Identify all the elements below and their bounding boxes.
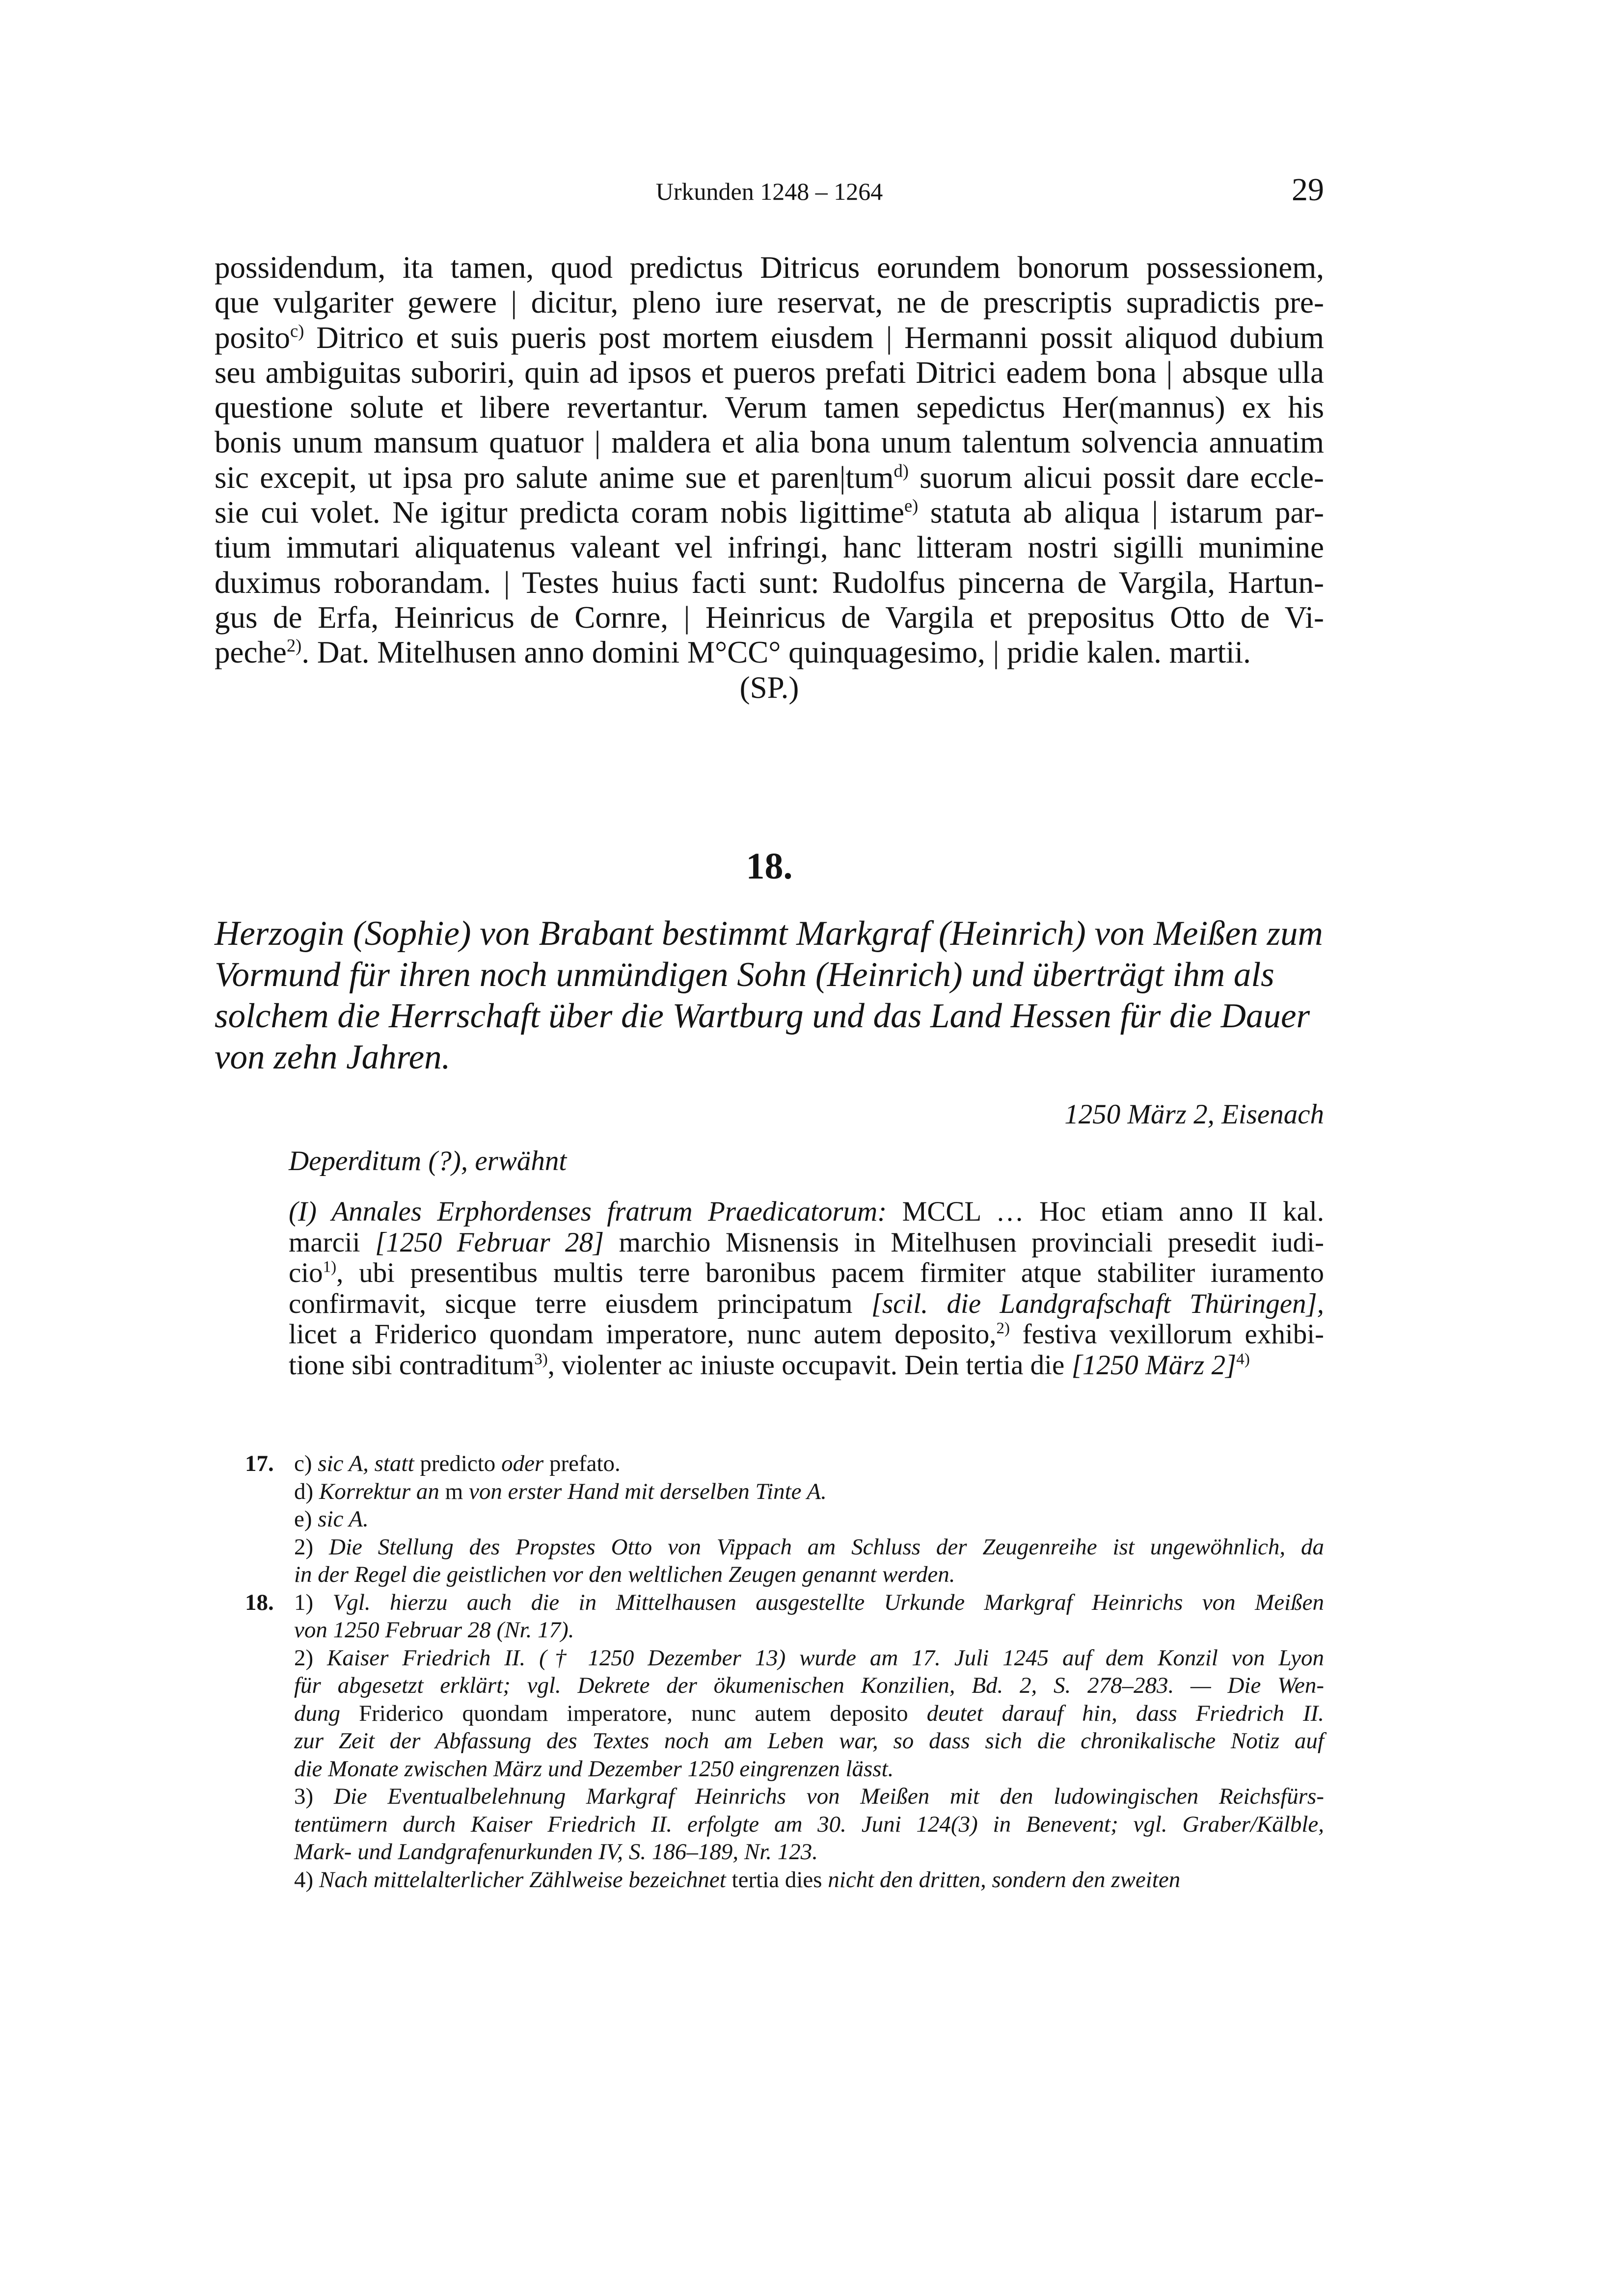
footnote-line [294, 1811, 1324, 1839]
footnote-line [294, 1505, 1324, 1533]
text-segment: m [439, 1478, 469, 1504]
running-header [215, 174, 1324, 209]
text-segment: marchio Misnensis in Mitelhusen provinciali presedit iudi- [604, 1227, 1324, 1258]
text-segment: prefato. [543, 1451, 621, 1476]
footnote-line [294, 1533, 1324, 1561]
text-segment: in der Regel die geistlichen vor den weltlichen Zeugen genannt werden. [294, 1562, 955, 1587]
text-segment: tertia dies [726, 1867, 828, 1893]
text-segment: d) [294, 1478, 319, 1504]
text-segment: für abgesetzt erklärt; vgl. Dekrete der ökumenischen Konzilien, Bd. 2, S. 278–283. — Die Wen- [294, 1673, 1324, 1698]
text-segment: Mark- und Landgrafenurkunden IV, S. 186–189, Nr. 123. [294, 1839, 818, 1865]
notice-line [289, 1258, 1324, 1289]
text-segment: Friderico quondam imperatore, nunc autem deposito [340, 1700, 927, 1726]
footnote-ref: 2) [286, 635, 302, 656]
charter-text [215, 250, 1324, 705]
text-line: seu ambiguitas suboriri, quin ad ipsos et pueros prefati Ditrici eadem bona | absque ulla [215, 355, 1324, 390]
text-segment: tentümern durch Kaiser Friedrich II. erfolgte am 30. Juni 124(3) in Benevent; vgl. Graber/Kälble, [294, 1811, 1324, 1837]
text-segment: sic A. [318, 1506, 369, 1532]
page-number: 29 [1292, 172, 1324, 208]
regest-line: solchem die Herrschaft über die Wartburg und das Land Hessen für die Dauer [215, 997, 1310, 1035]
notice-line [289, 1319, 1324, 1350]
footnote-line [294, 1644, 1324, 1672]
footnotes [215, 1450, 1324, 1894]
text-line: sie cui volet. Ne igitur predicta coram nobis ligittime$^{e)}$ statuta ab aliqua | istarum par- [215, 495, 1324, 530]
footnote-ref: e) [904, 495, 919, 516]
text-segment: oder [501, 1451, 544, 1476]
text-line: gus de Erfa, Heinricus de Cornre, | Heinricus de Vargila et prepositus Otto de Vi- [215, 600, 1324, 635]
notice-line [289, 1228, 1324, 1258]
footnote-line [294, 1755, 1324, 1783]
text-segment: Korrektur an [319, 1478, 439, 1504]
footnote-line [294, 1838, 1324, 1866]
text-line: possidendum, ita tamen, quod predictus Ditricus eorundem bonorum possessionem, [215, 250, 1324, 285]
text-segment: (I) Annales Erphordenses fratrum Praedicatorum: [289, 1196, 887, 1227]
regest [215, 913, 1324, 1078]
footnote-line [294, 1672, 1324, 1700]
text-segment: marcii [289, 1227, 376, 1258]
date-place: 1250 März 2, Eisenach [1064, 1099, 1324, 1130]
text-segment: tione sibi contraditum [289, 1349, 535, 1381]
text-segment: Die Stellung des Propstes Otto von Vippach am Schluss der Zeugenreihe ist ungewöhnlich, da [329, 1534, 1324, 1560]
text-segment: 4) [294, 1867, 319, 1893]
annales-notice [289, 1197, 1324, 1381]
footnote-ref: 2) [996, 1319, 1010, 1337]
text-line: duximus roborandam. | Testes huius facti sunt: Rudolfus pincerna de Vargila, Hartun- [215, 565, 1324, 600]
text-segment: die Monate zwischen März und Dezember 1250 eingrenzen lässt. [294, 1756, 894, 1782]
footnote-line [294, 1589, 1324, 1617]
text-segment: sic A, statt [318, 1451, 414, 1476]
footnote-line [294, 1561, 1324, 1589]
text-segment: 1) [294, 1589, 333, 1615]
footnote-line [294, 1783, 1324, 1811]
notice-line [289, 1289, 1324, 1320]
text-line: que vulgariter gewere | dicitur, pleno iure reservat, ne de prescriptis supradictis pre- [215, 285, 1324, 320]
text-segment: licet a Friderico quondam imperatore, nunc autem deposito, [289, 1319, 997, 1350]
text-segment: predicto [414, 1451, 502, 1476]
text-line: peche$^{2)}$. Dat. Mitelhusen anno domini M°CC° quinquagesimo, | pridie kalen. martii. [215, 635, 1251, 670]
footnote-group [215, 1450, 1324, 1589]
footnote-line [294, 1478, 1324, 1506]
text-line: bonis unum mansum quatuor | maldera et alia bona unum talentum solvencia annuatim [215, 425, 1324, 460]
text-segment: 2) [294, 1645, 327, 1671]
regest-line: Herzogin (Sophie) von Brabant bestimmt Markgraf (Heinrich) von Meißen zum [215, 914, 1323, 953]
text-segment: Nach mittelalterlicher Zählweise bezeichnet [319, 1867, 726, 1893]
document-number: 18. [746, 846, 793, 887]
footnote-ref: 4) [1236, 1350, 1250, 1368]
footnote-line [294, 1727, 1324, 1755]
footnote-line [294, 1450, 1324, 1478]
text-line: tium immutari aliquatenus valeant vel infringi, hanc litteram nostri sigilli munimine [215, 530, 1324, 565]
text-segment: Vgl. hierzu auch die in Mittelhausen ausgestellte Urkunde Markgraf Heinrichs von Meißen [332, 1589, 1325, 1615]
footnote-group [215, 1589, 1324, 1894]
footnote-group-number: 17. [245, 1451, 274, 1476]
text-segment: Kaiser Friedrich II. († 1250 Dezember 13) wurde am 17. Juli 1245 auf dem Konzil von Lyon [327, 1645, 1325, 1671]
seal-mark: (SP.) [739, 670, 799, 705]
text-segment: von 1250 Februar 28 (Nr. 17). [294, 1617, 574, 1643]
text-line: posito$^{c)}$ Ditrico et suis pueris post mortem eiusdem | Hermanni possit aliquod dubium [215, 320, 1324, 355]
text-segment: 2) [294, 1534, 329, 1560]
regest-line: von zehn Jahren. [215, 1038, 451, 1076]
footnote-line [294, 1616, 1324, 1644]
footnote-ref: 1) [323, 1258, 337, 1276]
text-segment: [1250 März 2] [1071, 1349, 1237, 1381]
footnote-ref: 3) [534, 1350, 548, 1368]
notice-line [289, 1350, 1324, 1381]
text-segment: , violenter ac iniuste occupavit. Dein tertia die [547, 1349, 1072, 1381]
footnote-line [294, 1866, 1324, 1894]
text-segment: zur Zeit der Abfassung des Textes noch am Leben war, so dass sich die chronikalische Notiz auf [294, 1728, 1324, 1754]
text-line: sic excepit, ut ipsa pro salute anime sue et paren|tum$^{d)}$ suorum alicui possit dare eccle- [215, 460, 1324, 495]
footnote-group-number: 18. [245, 1589, 274, 1615]
text-segment: dung [294, 1700, 340, 1726]
text-segment: MCCL … Hoc etiam anno II kal. [887, 1196, 1324, 1227]
text-segment: , ubi presentibus multis terre baronibus pacem firmiter atque stabiliter iuramento [336, 1257, 1324, 1289]
text-line: questione solute et libere revertantur. Verum tamen sepedictus Her(mannus) ex his [215, 390, 1324, 425]
running-title: Urkunden 1248 – 1264 [655, 178, 883, 205]
text-segment: [scil. die Landgrafschaft Thüringen], [871, 1288, 1324, 1319]
footnote-ref: c) [290, 320, 304, 341]
notice-line [289, 1197, 1324, 1228]
text-segment: [1250 Februar 28] [375, 1227, 604, 1258]
footnote-line [294, 1700, 1324, 1728]
text-segment: 3) [294, 1784, 334, 1809]
text-segment: e) [294, 1506, 318, 1532]
text-segment: confirmavit, sicque terre eiusdem principatum [289, 1288, 871, 1319]
text-segment: c) [294, 1451, 318, 1476]
text-segment: von erster Hand mit derselben Tinte A. [468, 1478, 827, 1504]
deperditum-note: Deperditum (?), erwähnt [289, 1146, 567, 1176]
text-segment: nicht den dritten, sondern den zweiten [828, 1867, 1181, 1893]
text-segment: Die Eventualbelehnung Markgraf Heinrichs von Meißen mit den ludowingischen Reichsfürs- [333, 1784, 1324, 1809]
regest-line: Vormund für ihren noch unmündigen Sohn (Heinrich) und überträgt ihm als [215, 956, 1274, 994]
text-segment: deutet darauf hin, dass Friedrich II. [926, 1700, 1324, 1726]
text-segment: festiva vexillorum exhibi- [1010, 1319, 1325, 1350]
footnote-ref: d) [893, 460, 909, 481]
text-segment: cio [289, 1257, 323, 1289]
